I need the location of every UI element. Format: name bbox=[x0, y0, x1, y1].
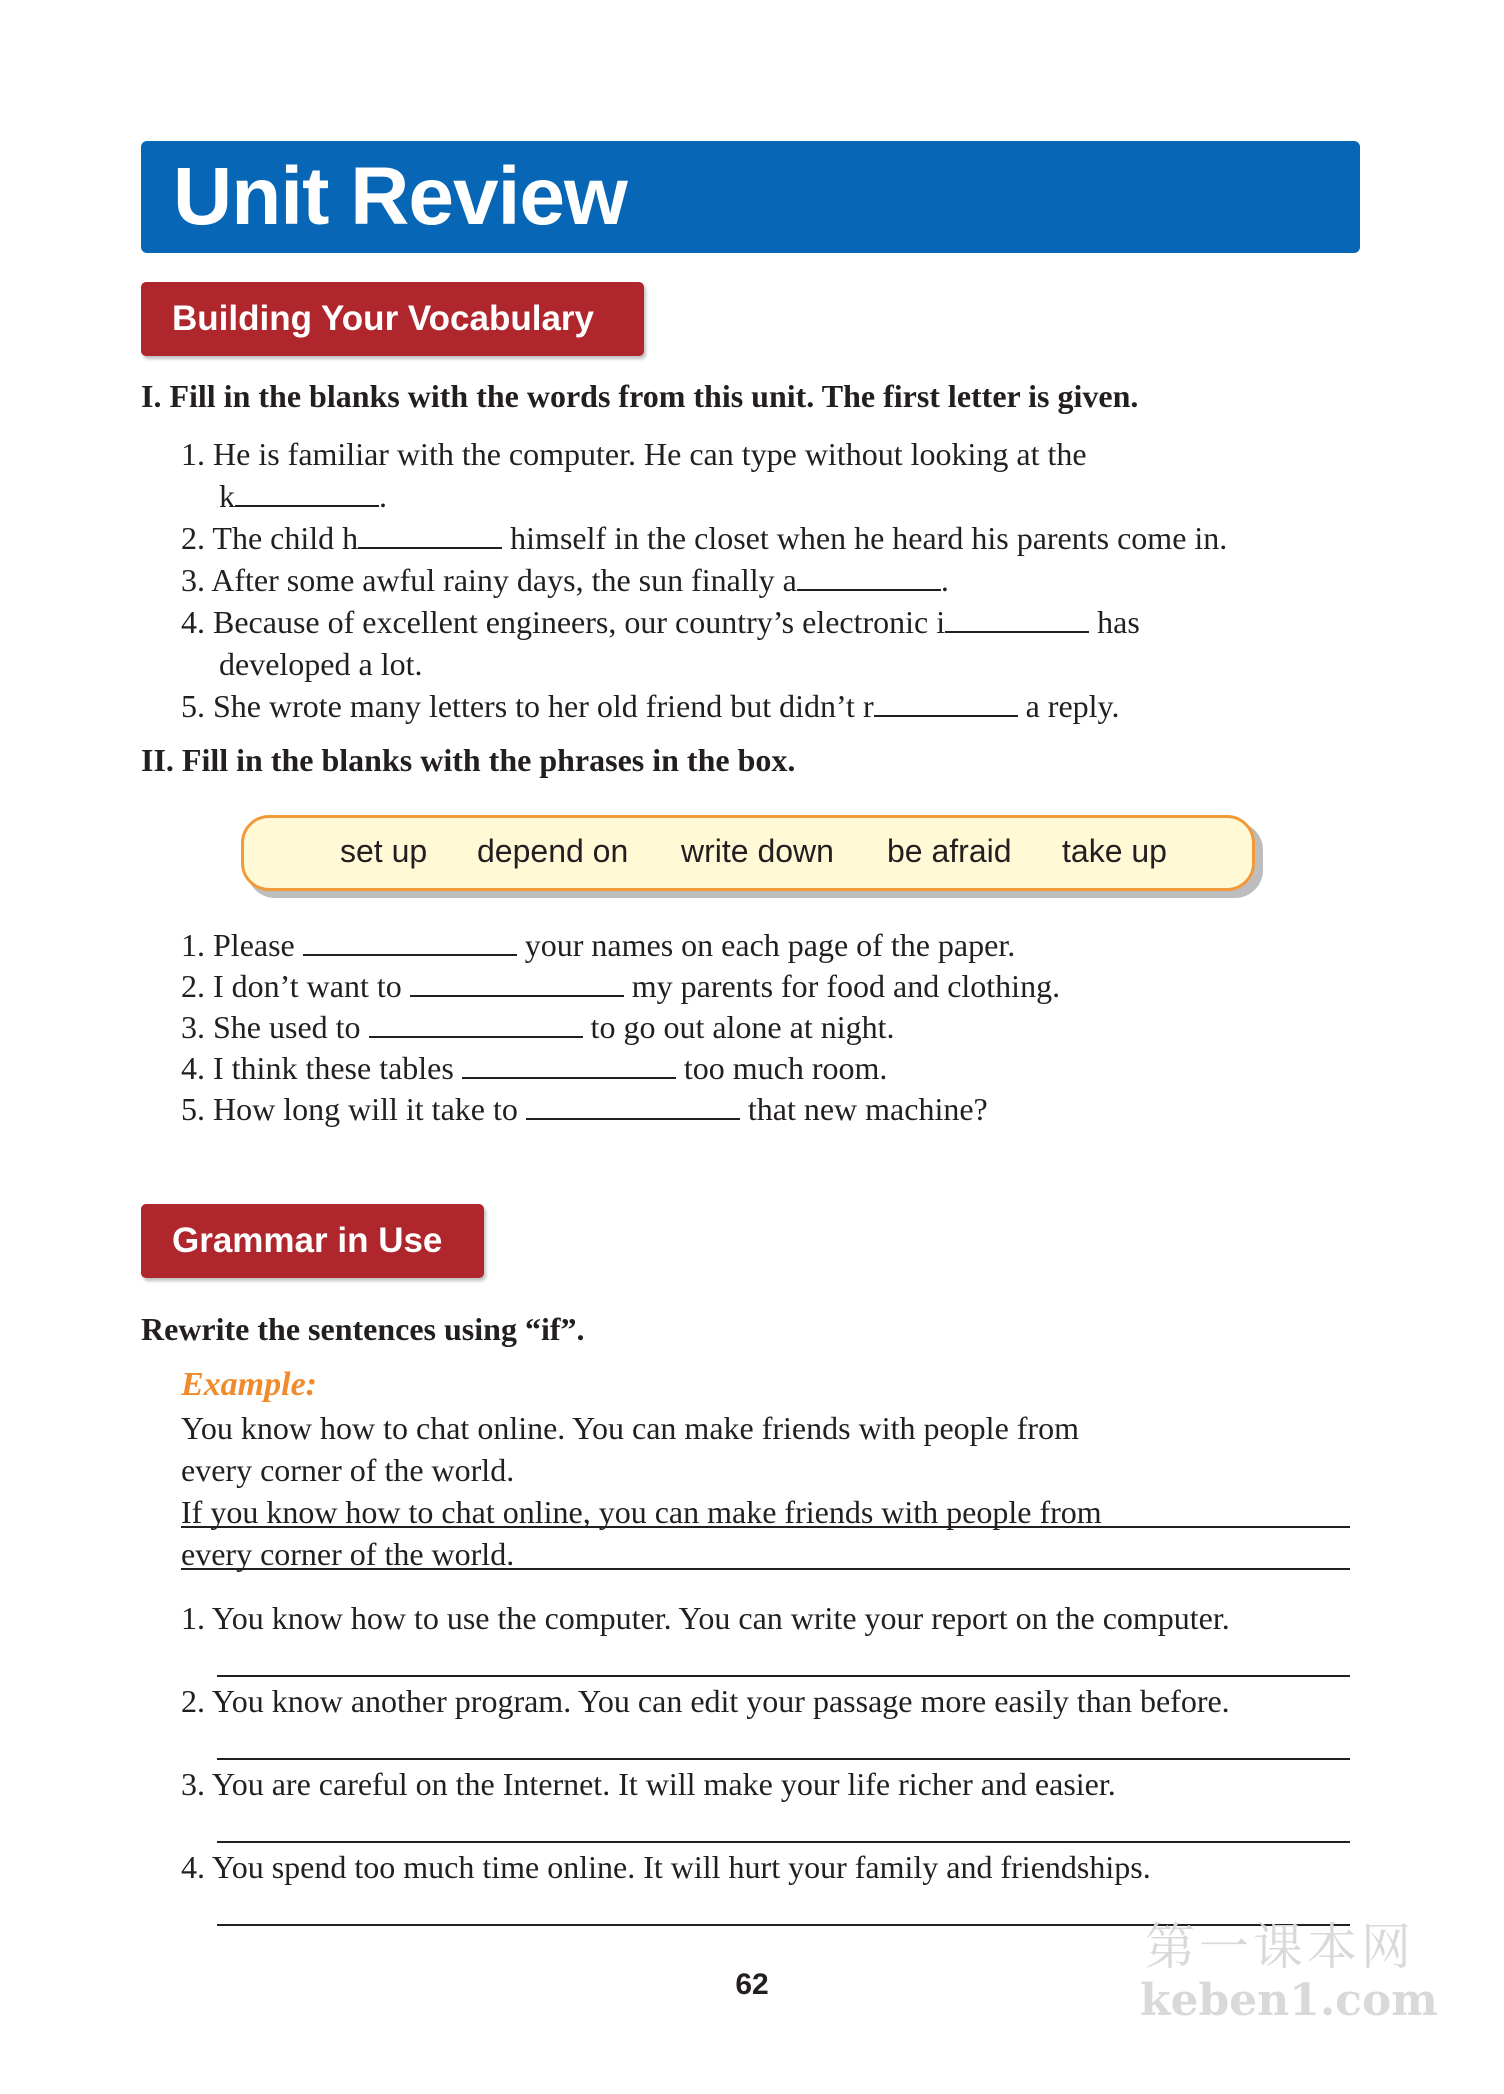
grammar-instruction: Rewrite the sentences using “if”. bbox=[141, 1311, 585, 1347]
phrase-item-3 bbox=[181, 1007, 895, 1047]
grammar-answer-line-1[interactable] bbox=[217, 1675, 1350, 1677]
example-prompt-line-1: You know how to chat online. You can make friends with people from bbox=[181, 1410, 1079, 1446]
example-answer-line-2: every corner of the world. bbox=[181, 1536, 515, 1572]
phrase-item-1-start: 1. Please bbox=[181, 927, 295, 963]
phrase-item-3-start: 3. She used to bbox=[181, 1009, 361, 1045]
vocab-blank-3[interactable] bbox=[797, 561, 941, 591]
vocab-item-1-letter: k bbox=[219, 478, 235, 514]
vocab-item-1-end: . bbox=[379, 478, 387, 514]
grammar-answer-line-3[interactable] bbox=[217, 1841, 1350, 1843]
phrase-item-1-end: your names on each page of the paper. bbox=[524, 927, 1016, 963]
phrase-item-5 bbox=[181, 1089, 988, 1129]
vocab-item-5-start: 5. She wrote many letters to her old friend but didn’t r bbox=[181, 688, 874, 724]
watermark-url: keben1.com bbox=[1140, 1975, 1438, 2026]
phrase-depend-on: depend on bbox=[477, 833, 629, 869]
grammar-item-3: 3. You are careful on the Internet. It will make your life richer and easier. bbox=[181, 1766, 1116, 1802]
vocab-item-1-cont bbox=[219, 476, 387, 516]
phrase-item-4 bbox=[181, 1048, 887, 1088]
phrase-item-4-start: 4. I think these tables bbox=[181, 1050, 454, 1086]
phrase-item-2-end: my parents for food and clothing. bbox=[631, 968, 1061, 1004]
phrase-item-2 bbox=[181, 966, 1060, 1006]
phrase-item-4-end: too much room. bbox=[683, 1050, 888, 1086]
vocab-item-3-end: . bbox=[940, 562, 949, 598]
example-prompt-line-2: every corner of the world. bbox=[181, 1452, 515, 1488]
phrase-item-1 bbox=[181, 925, 1015, 965]
watermark bbox=[1140, 1918, 1438, 2026]
phrase-item-5-end: that new machine? bbox=[747, 1091, 988, 1127]
phrase-item-3-end: to go out alone at night. bbox=[590, 1009, 895, 1045]
grammar-item-4: 4. You spend too much time online. It will hurt your family and friendships. bbox=[181, 1849, 1151, 1885]
part1-instruction: I. Fill in the blanks with the words from this unit. The first letter is given. bbox=[141, 378, 1139, 414]
vocab-item-4-end: has bbox=[1097, 604, 1140, 640]
phrase-blank-5[interactable] bbox=[526, 1090, 740, 1120]
phrase-write-down: write down bbox=[681, 833, 834, 869]
phrase-be-afraid: be afraid bbox=[887, 833, 1012, 869]
vocabulary-section-tab: Building Your Vocabulary bbox=[141, 282, 644, 356]
vocab-item-2 bbox=[181, 518, 1227, 558]
phrase-box bbox=[241, 815, 1255, 891]
vocab-item-2-start: 2. The child h bbox=[181, 520, 359, 556]
unit-banner bbox=[141, 141, 1360, 253]
vocab-item-4 bbox=[181, 602, 1140, 642]
phrase-blank-4[interactable] bbox=[462, 1049, 676, 1079]
vocab-blank-4[interactable] bbox=[945, 603, 1089, 633]
phrase-take-up: take up bbox=[1062, 833, 1167, 869]
grammar-answer-line-2[interactable] bbox=[217, 1758, 1350, 1760]
example-label: Example: bbox=[181, 1366, 317, 1403]
vocab-item-4-start: 4. Because of excellent engineers, our country’s electronic i bbox=[181, 604, 946, 640]
vocab-item-5 bbox=[181, 686, 1119, 726]
phrase-blank-1[interactable] bbox=[303, 926, 517, 956]
vocab-item-3-start: 3. After some awful rainy days, the sun finally a bbox=[181, 562, 797, 598]
phrase-item-2-start: 2. I don’t want to bbox=[181, 968, 402, 1004]
grammar-item-1: 1. You know how to use the computer. You can write your report on the computer. bbox=[181, 1600, 1230, 1636]
watermark-chinese: 第一课本网 bbox=[1145, 1918, 1415, 1976]
grammar-item-2: 2. You know another program. You can edit your passage more easily than before. bbox=[181, 1683, 1230, 1719]
example-answer-underline-2 bbox=[181, 1568, 1350, 1570]
page-title: Unit Review bbox=[173, 151, 627, 242]
vocab-item-3 bbox=[181, 560, 949, 600]
phrase-item-5-start: 5. How long will it take to bbox=[181, 1091, 518, 1127]
phrase-blank-2[interactable] bbox=[410, 967, 624, 997]
vocab-item-2-end: himself in the closet when he heard his parents come in. bbox=[510, 520, 1228, 556]
vocab-item-1: 1. He is familiar with the computer. He can type without looking at the bbox=[181, 436, 1087, 472]
example-answer-underline-1 bbox=[181, 1526, 1350, 1528]
part2-instruction: II. Fill in the blanks with the phrases in the box. bbox=[141, 742, 796, 778]
phrase-blank-3[interactable] bbox=[369, 1008, 583, 1038]
vocab-blank-5[interactable] bbox=[874, 687, 1018, 717]
grammar-section-tab: Grammar in Use bbox=[141, 1204, 484, 1278]
vocab-blank-1[interactable] bbox=[235, 477, 379, 507]
vocab-item-4-cont: developed a lot. bbox=[219, 646, 423, 682]
vocab-blank-2[interactable] bbox=[358, 519, 502, 549]
vocab-item-5-end: a reply. bbox=[1025, 688, 1120, 724]
page-number: 62 bbox=[735, 1968, 769, 2001]
example-answer-line-1: If you know how to chat online, you can make friends with people from bbox=[181, 1494, 1102, 1530]
phrase-set-up: set up bbox=[340, 833, 428, 869]
